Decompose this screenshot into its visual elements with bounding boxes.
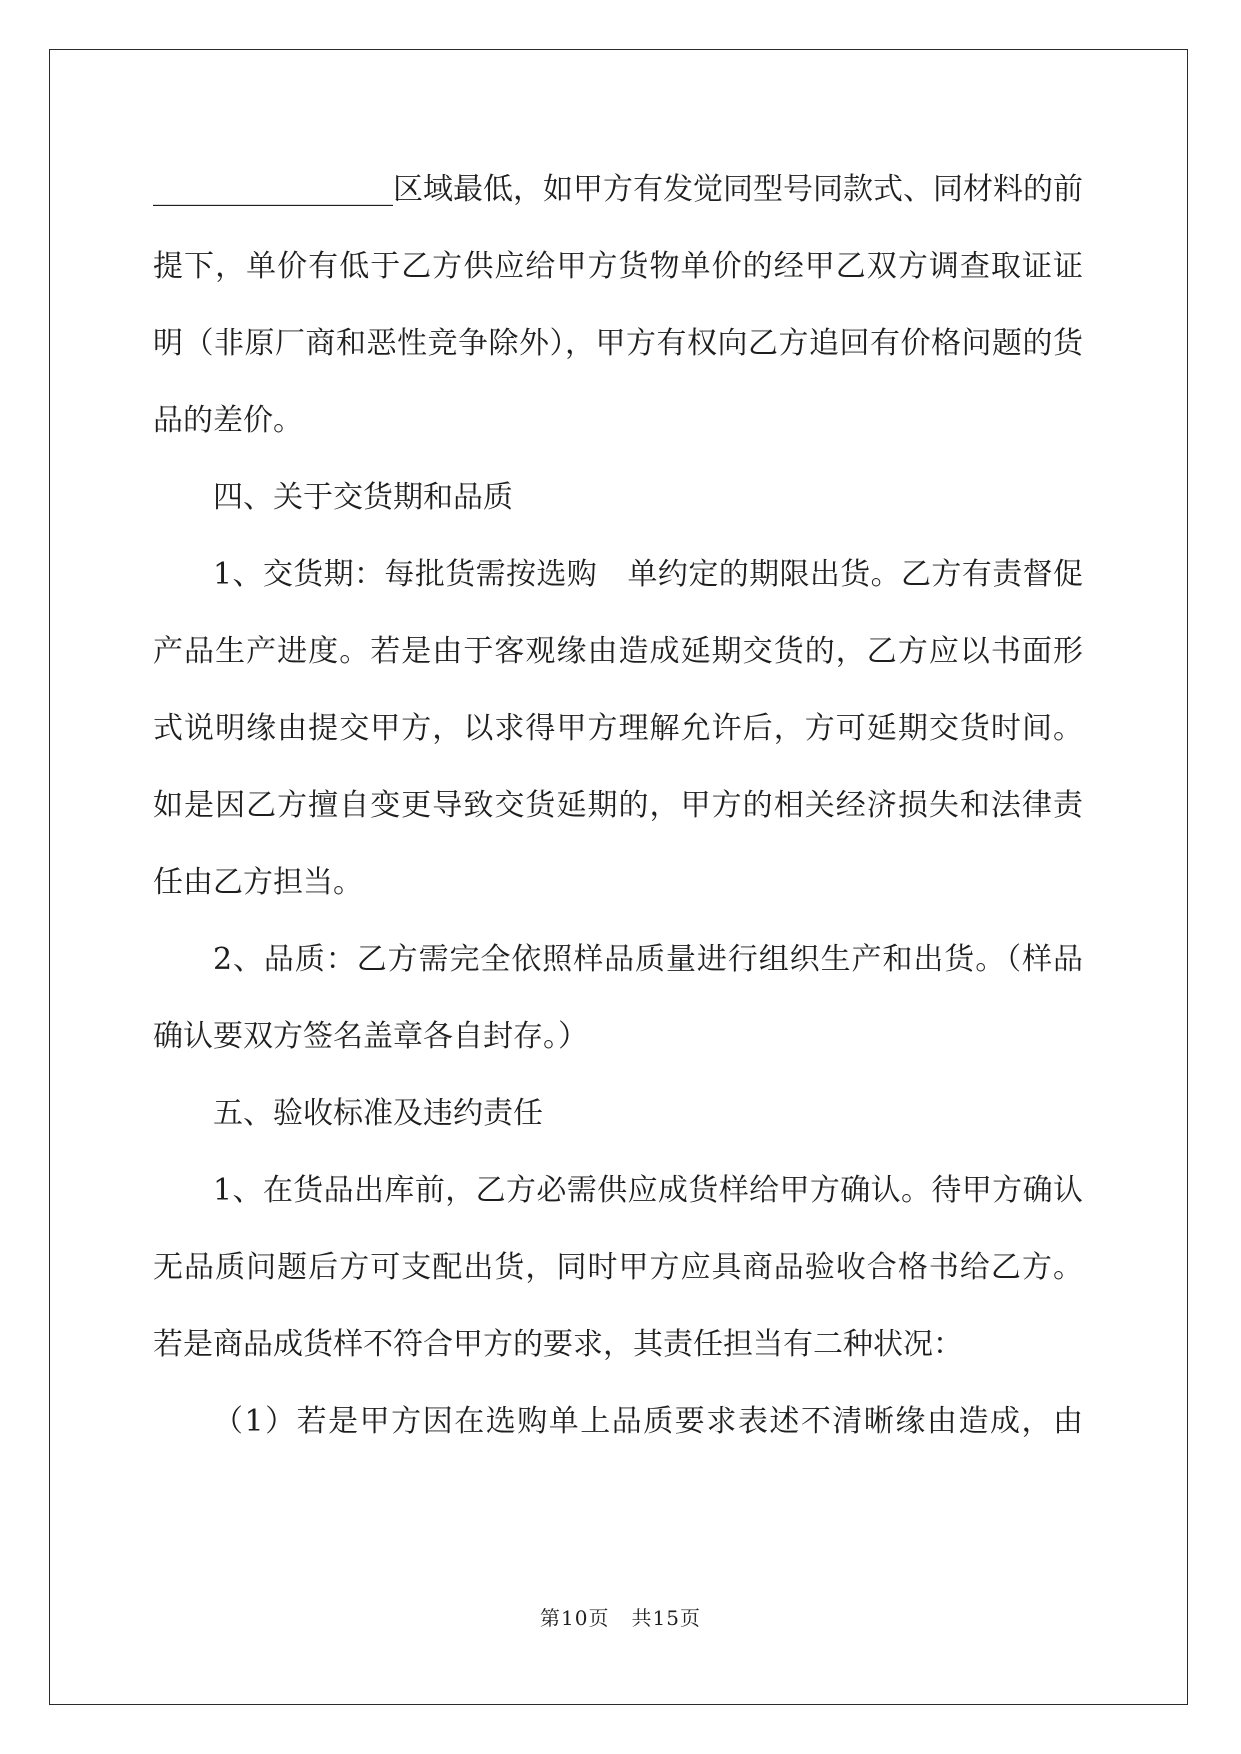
text-line-10: 任由乙方担当。 xyxy=(153,865,363,900)
text-line-3: 明（非原厂商和恶性竞争除外），甲方有权向乙方追回有价格问题的货 xyxy=(153,326,1083,361)
page-total: 共15页 xyxy=(631,1606,701,1630)
text-line-6: 1、交货期：每批货需按选购 单约定的期限出货。乙方有责督促 xyxy=(213,557,1083,592)
text-line-12: 确认要双方签名盖章各自封存。） xyxy=(153,1019,588,1054)
text-line-1: ________________区域最低，如甲方有发觉同型号同款式、同材料的前 xyxy=(153,172,1083,207)
text-line-11: 2、品质：乙方需完全依照样品质量进行组织生产和出货。（样品 xyxy=(213,942,1083,977)
page-footer xyxy=(0,1602,1241,1631)
text-line-7: 产品生产进度。若是由于客观缘由造成延期交货的，乙方应以书面形 xyxy=(153,634,1083,669)
text-line-2: 提下，单价有低于乙方供应给甲方货物单价的经甲乙双方调查取证证 xyxy=(153,249,1083,284)
text-line-8: 式说明缘由提交甲方，以求得甲方理解允许后，方可延期交货时间。 xyxy=(153,711,1083,746)
text-line-15: 无品质问题后方可支配出货，同时甲方应具商品验收合格书给乙方。 xyxy=(153,1250,1083,1285)
section-heading-5: 五、验收标准及违约责任 xyxy=(213,1096,543,1131)
section-heading-4: 四、关于交货期和品质 xyxy=(213,480,513,515)
page-number: 第10页 xyxy=(540,1606,610,1630)
text-line-17: （1）若是甲方因在选购单上品质要求表述不清晰缘由造成，由 xyxy=(213,1404,1083,1439)
text-line-4: 品的差价。 xyxy=(153,403,303,438)
text-line-9: 如是因乙方擅自变更导致交货延期的，甲方的相关经济损失和法律责 xyxy=(153,788,1083,823)
text-line-16: 若是商品成货样不符合甲方的要求，其责任担当有二种状况： xyxy=(153,1327,963,1362)
text-line-14: 1、在货品出库前，乙方必需供应成货样给甲方确认。待甲方确认 xyxy=(213,1173,1083,1208)
